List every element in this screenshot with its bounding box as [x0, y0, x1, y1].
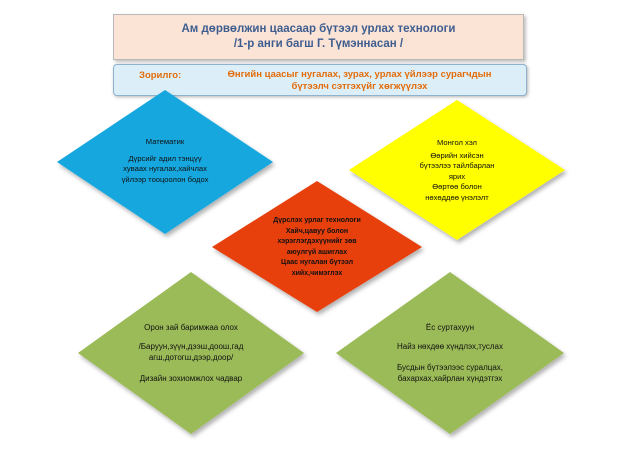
- mongolian-title: Монгол хэл: [437, 138, 477, 147]
- environment-line-4: Дизайн зохиомжлох чадвар: [139, 374, 243, 383]
- goal-label: Зорилго:: [139, 70, 182, 81]
- ethics-line-4: бахархах,хайрлан хүндэтгэх: [397, 374, 503, 383]
- center-text: [252, 216, 382, 279]
- center-line-6: хийх,чимэглэх: [291, 269, 343, 277]
- mongolian-line-5: нөхөддөө үнэлэлт: [425, 192, 489, 202]
- mongolian-line-4: Өөртөө болон: [432, 182, 482, 191]
- goal-text-line-2: бүтээлч сэтгэхүйг хөгжүүлэх: [291, 81, 428, 92]
- math-line-2: хуваах нугалах,хайчлах: [123, 164, 207, 173]
- mongolian-line-3: ярих: [448, 171, 466, 181]
- environment-title: Орон зай баримжаа олох: [144, 323, 238, 332]
- ethics-line-1: Найз нөхдөө хүндлэх,туслах: [397, 342, 503, 351]
- math-line-3: үйлээр тооцоолон бодох: [121, 174, 209, 184]
- environment-line-1: /Баруун,зүүн,дээш,доош,гад: [138, 342, 244, 351]
- mongolian-text: [392, 138, 522, 203]
- environment-text: [116, 322, 266, 384]
- center-line-2: Хайч,цавуу болон: [285, 227, 349, 235]
- center-line-4: аюулгүй ашиглах: [286, 248, 348, 256]
- ethics-line-3: Бусдын бүтээлээс суралцах,: [396, 363, 504, 372]
- math-title: Математик: [145, 137, 185, 146]
- mongolian-line-2: бүтээлээ тайлбарлан: [419, 161, 495, 170]
- title-line-1: Ам дөрвөлжин цаасаар бүтээл урлах технологи: [181, 23, 456, 35]
- environment-line-2: агш,дотогш,дээр,доор/: [148, 353, 234, 362]
- math-line-1: Дүрсийг адил тэнцүү: [128, 153, 202, 163]
- ethics-title: Ёс суртахуун: [425, 323, 475, 332]
- center-line-3: хэрэглэгдэхүүнийг зөв: [277, 238, 357, 245]
- goal-text-line-1: Өнгийн цаасыг нугалах, зурах, урлах үйлээр сурагчдын: [227, 69, 492, 80]
- center-line-1: Дүрслэх урлаг технологи: [273, 217, 361, 224]
- title-line-2: /1-р анги багш Г. Түмэннасан /: [233, 38, 404, 50]
- mongolian-line-1: Өөрийн хийсэн: [430, 150, 484, 160]
- ethics-text: [375, 322, 525, 384]
- center-line-5: Цаас нугалан бүтээл: [280, 259, 354, 266]
- math-text: [95, 137, 235, 185]
